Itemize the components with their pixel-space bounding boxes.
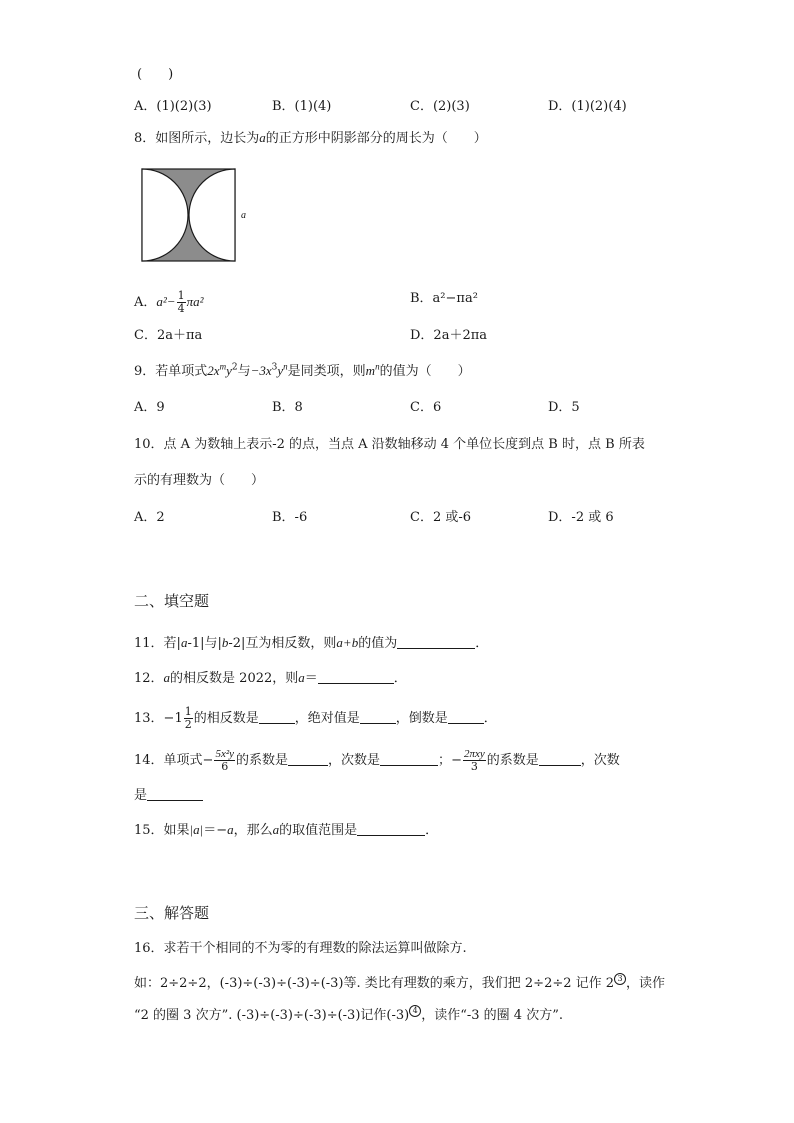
answer-blank[interactable] xyxy=(357,821,425,836)
q9-option-c: C．6 xyxy=(410,400,442,415)
q15: 15．如果|a|＝−a，那么a的取值范围是 ． xyxy=(134,822,439,838)
q7-option-d: D．(1)(2)(4) xyxy=(548,99,627,114)
q10-stem-line2: 示的有理数为（ ） xyxy=(134,473,265,488)
q9-option-b: B．8 xyxy=(272,400,303,415)
q8-stem: 8．如图所示，边长为a的正方形中阴影部分的周长为（ ） xyxy=(134,130,487,146)
q8-option-c: C．2a＋πa xyxy=(134,328,203,343)
q8-square-figure xyxy=(141,168,251,264)
q8-option-d: D．2a＋2πa xyxy=(410,328,488,343)
q14-line2: 是 xyxy=(134,786,203,805)
q10-stem-line1: 10．点 A 为数轴上表示-2 的点，当点 A 沿数轴移动 4 个单位长度到点 B 时，点 B 所表 xyxy=(134,437,645,452)
q10-option-a: A．2 xyxy=(134,510,165,525)
q7-paren: ( ) xyxy=(137,67,174,82)
answer-blank[interactable] xyxy=(259,709,295,724)
q9-option-d: D．5 xyxy=(548,400,580,415)
section-fill-in-title: 二、填空题 xyxy=(134,592,210,610)
answer-blank[interactable] xyxy=(397,634,475,649)
q10-option-c: C．2 或-6 xyxy=(410,510,472,525)
answer-blank[interactable] xyxy=(539,751,581,766)
q11: 11．若|a-1|与|b-2|互为相反数，则a+b的值为 ． xyxy=(134,635,489,651)
q16-line2: 如：2÷2÷2，(-3)÷(-3)÷(-3)÷(-3)等. 类比有理数的乘方，我们把 2÷2÷2 记作 2 3 ，读作 xyxy=(134,974,666,991)
answer-blank[interactable] xyxy=(147,786,203,801)
q14-line1: 14．单项式− $\frac{\text{5x²y}}{6}$ 的系数是 ，次数是 ；− $\frac{\text{2πxy}}{3}$ 的系数是 ，次数 xyxy=(134,748,620,773)
answer-blank[interactable] xyxy=(360,709,396,724)
q10-option-d: D．-2 或 6 xyxy=(548,510,614,525)
answer-blank[interactable] xyxy=(380,751,438,766)
section-solve-title: 三、解答题 xyxy=(134,904,210,922)
circled-number: 3 xyxy=(614,973,626,985)
q16-line1: 16．求若干个相同的不为零的有理数的除法运算叫做除方. xyxy=(134,941,467,956)
side-label: a xyxy=(241,210,246,221)
q8-option-b: B．a²−πa² xyxy=(410,291,478,306)
q9-option-a: A．9 xyxy=(134,400,165,415)
q9-stem: 9．若单项式$2x^my^2$与$-3x^3y^n$是同类项，则$m^n$的值为（ ） xyxy=(134,361,471,379)
q7-option-c: C．(2)(3) xyxy=(410,99,470,114)
q10-option-b: B．-6 xyxy=(272,510,308,525)
circled-number: 4 xyxy=(409,1005,421,1017)
answer-blank[interactable] xyxy=(448,709,484,724)
q7-option-b: B．(1)(4) xyxy=(272,99,332,114)
q7-option-a: A．(1)(2)(3) xyxy=(134,99,212,114)
q13: 13．−1 $\frac{1}{2}$ 的相反数是 ，绝对值是 ，倒数是 ． xyxy=(134,705,497,731)
q8-option-a: A．a²− $\frac{1}{4}$ πa² xyxy=(134,289,204,315)
answer-blank[interactable] xyxy=(288,751,328,766)
answer-blank[interactable] xyxy=(318,669,394,684)
q12: 12．a的相反数是 2022，则a＝ ． xyxy=(134,670,407,686)
q16-line3: “2 的圈 3 次方”. (-3)÷(-3)÷(-3)÷(-3)记作(-3) 4 ，读作“-3 的圈 4 次方”. xyxy=(134,1006,563,1023)
